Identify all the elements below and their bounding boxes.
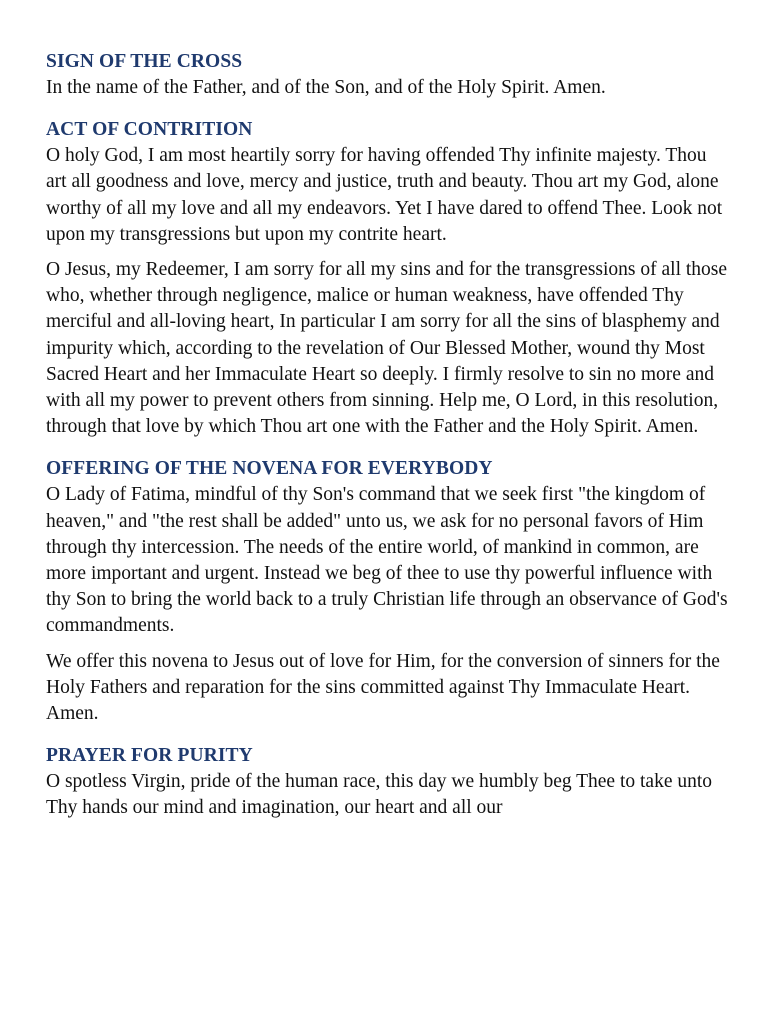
section-heading: SIGN OF THE CROSS (46, 51, 243, 72)
section-heading: ACT OF CONTRITION (46, 119, 253, 141)
section-paragraph: O Lady of Fatima, mindful of thy Son's command that we seek first "the kingdom of heaven," and "the rest shall be added" unto us, we ask for no personal favors of Him through thy intercession. The needs of the entire world, of mankind in common, are more important and urgent. Instead we beg of thee to use thy powerful influence with thy Son to bring the world back to a truly Christian life through an observance of God's commandments. (46, 484, 728, 637)
section-paragraph: O Jesus, my Redeemer, I am sorry for all my sins and for the transgressions of all those who, whether through negligence, malice or human weakness, have offended Thy merciful and all-loving heart, In particular I am sorry for all the sins of blasphemy and impurity which, according to the revelation of Our Blessed Mother, wound thy Most Sacred Heart and her Immaculate Heart so deeply. I firmly resolve to sin no more and with all my power to prevent others from sinning. Help me, O Lord, in this resolution, through that love by which Thou art one with the Father and the Holy Spirit. Amen. (46, 259, 728, 438)
section-sign-of-the-cross (46, 49, 728, 101)
section-paragraph: We offer this novena to Jesus out of love for Him, for the conversion of sinners for the Holy Fathers and reparation for the sins committed against Thy Immaculate Heart. Amen. (46, 650, 720, 725)
section-heading: PRAYER FOR PURITY (46, 745, 253, 767)
section-offering-of-the-novena (46, 456, 728, 727)
section-paragraph: O spotless Virgin, pride of the human race, this day we humbly beg Thee to take unto Thy hands our mind and imagination, our heart and all our (46, 771, 713, 819)
section-heading: OFFERING OF THE NOVENA FOR EVERYBODY (46, 458, 493, 480)
section-paragraph: In the name of the Father, and of the Son, and of the Holy Spirit. Amen. (46, 77, 606, 98)
section-act-of-contrition (46, 117, 728, 440)
section-paragraph: O holy God, I am most heartily sorry for having offended Thy infinite majesty. Thou art all goodness and love, mercy and justice, truth and beauty. Thou art my God, alone worthy of all my love and all my endeavors. Yet I have dared to offend Thee. Look not upon my transgressions but upon my contrite heart. (46, 145, 723, 245)
section-prayer-for-purity (46, 743, 728, 821)
